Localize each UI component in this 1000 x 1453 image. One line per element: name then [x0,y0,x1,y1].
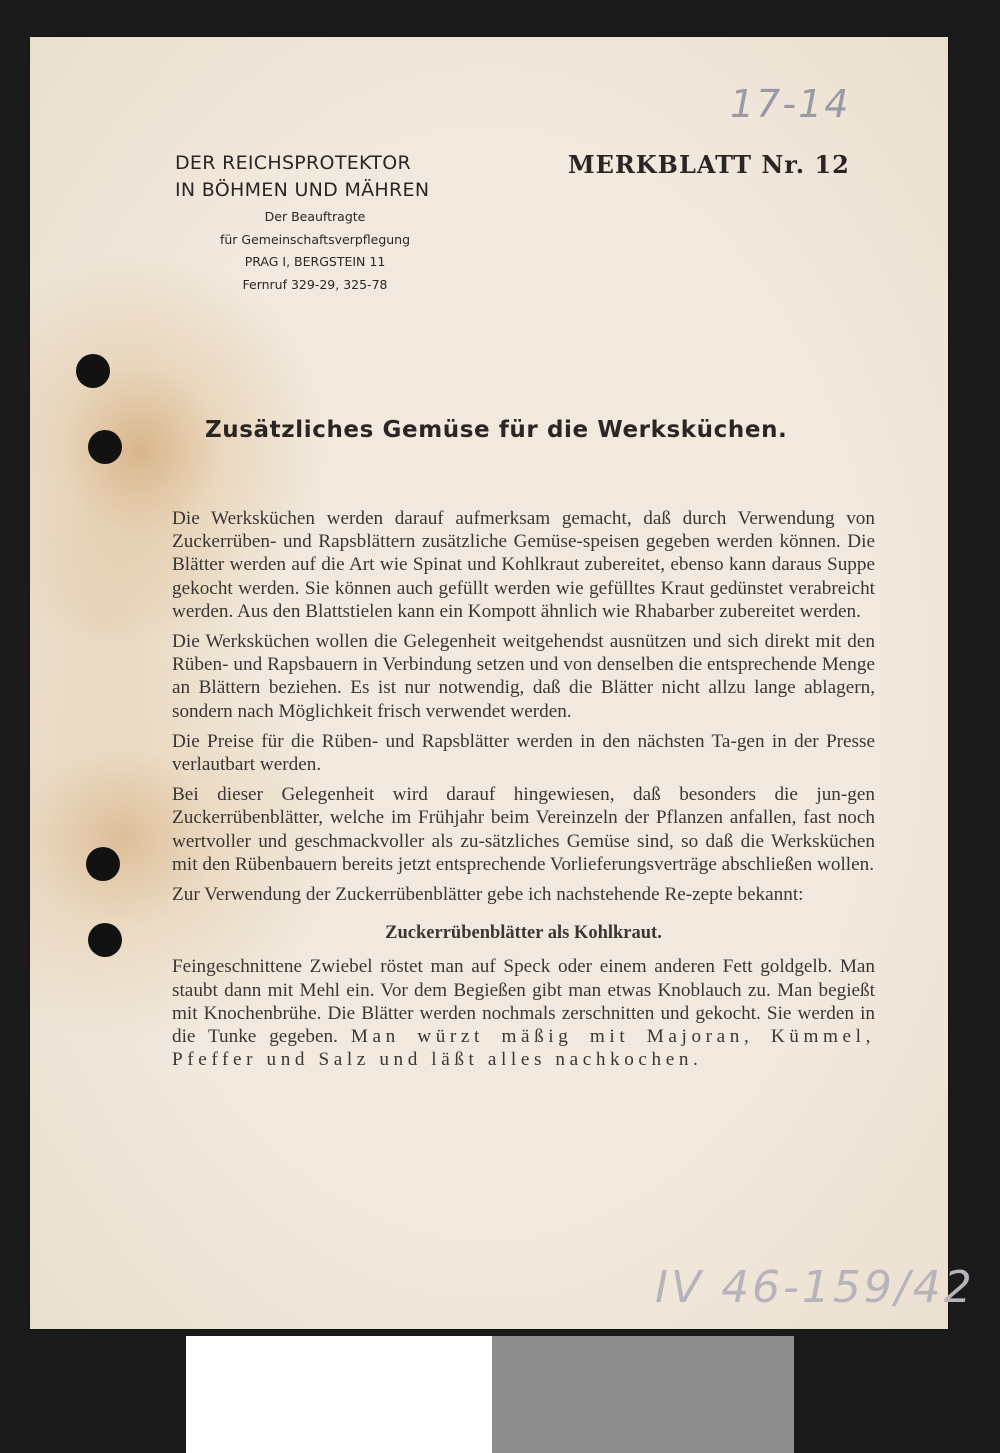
letterhead-sub-line2: für Gemeinschaftsverpflegung [219,231,411,247]
document-page [30,37,975,1329]
letterhead-address: PRAG I, BERGSTEIN 11 [244,254,386,269]
recipe-text-spaced: Man würzt mäßig mit Majoran, Kümmel, Pfeffer und Salz und läßt alles nachkochen. [172,1026,875,1071]
paragraph: Die Preise für die Rüben- und Rapsblätter werden in den nächsten Ta-gen in der Presse verlautbart werden. [172,730,875,776]
paragraph: Die Werksküchen werden darauf aufmerksam gemacht, daß durch Verwendung von Zuckerrüben- und Rapsblättern zusätzliche Gemüse-speisen gegeben werden können. Die Blätter werden auf die Art wie Spinat und Kohlkraut zubereitet, ebenso kann daraus Suppe gekocht werden. Sie können auch gefüllt werden wie gefülltes Kraut gedünstet verabreicht werden. Aus den Blattstielen kann ein Kompott ähnlich wie Rhabarber zubereitet werden. [172,508,875,622]
letterhead-sub-line1: Der Beauftragte [264,209,366,224]
pencil-reference-bottom: IV 46-159/42 [655,1262,975,1313]
calibration-strip-grey [492,1336,794,1453]
recipe-paragraph [172,955,875,1071]
punch-hole [88,923,122,957]
calibration-strip-white [186,1336,492,1453]
punch-hole [88,430,122,464]
document-body [172,507,875,1078]
letterhead-phone: Fernruf 329-29, 325-78 [242,276,388,292]
punch-hole [76,354,110,388]
pencil-reference-top: 17-14 [730,82,851,126]
sheet-number: MERKBLATT Nr. 12 [568,150,850,179]
recipe-title: Zuckerrübenblätter als Kohlkraut. [385,923,662,944]
recipe-text: Feingeschnittene Zwiebel röstet man auf Speck oder einem anderen Fett goldgelb. Man staubt dann mit Mehl ein. Vor dem Begießen gibt man etwas Knoblauch zu. Man begießt mit Knochenbrühe. Die Blätter werden nochmals zerschnitten und gekocht. Sie werden in die Tunke gegeben. [172,956,875,1048]
paragraph: Bei dieser Gelegenheit wird darauf hingewiesen, daß besonders die jun-gen Zuckerrübenblätter, welche im Frühjahr beim Vereinzeln der Pflanzen anfallen, fast noch wertvoller und geschmackvoller als zu-sätzliches Gemüse sind, so daß die Werksküchen mit den Rübenbauern bereits jetzt entsprechende Vorlieferungsverträge abschließen wollen. [172,784,875,875]
paragraph: Zur Verwendung der Zuckerrübenblätter gebe ich nachstehende Re-zepte bekannt: [172,884,804,906]
paragraph: Die Werksküchen wollen die Gelegenheit weitgehendst ausnützen und sich direkt mit den Rüben- und Rapsbauern in Verbindung setzen und von denselben die entsprechende Menge an Blättern beziehen. Es ist nur notwendig, daß die Blätter nicht allzu lange ablagern, sondern nach Möglichkeit frisch verwendet werden. [172,631,875,722]
letterhead-org-line1: DER REICHSPROTEKTOR [175,152,411,174]
document-title: Zusätzliches Gemüse für die Werksküchen. [205,417,788,443]
punch-hole [86,847,120,881]
letterhead [175,150,455,296]
letterhead-org-line2: IN BÖHMEN UND MÄHREN [175,179,430,201]
